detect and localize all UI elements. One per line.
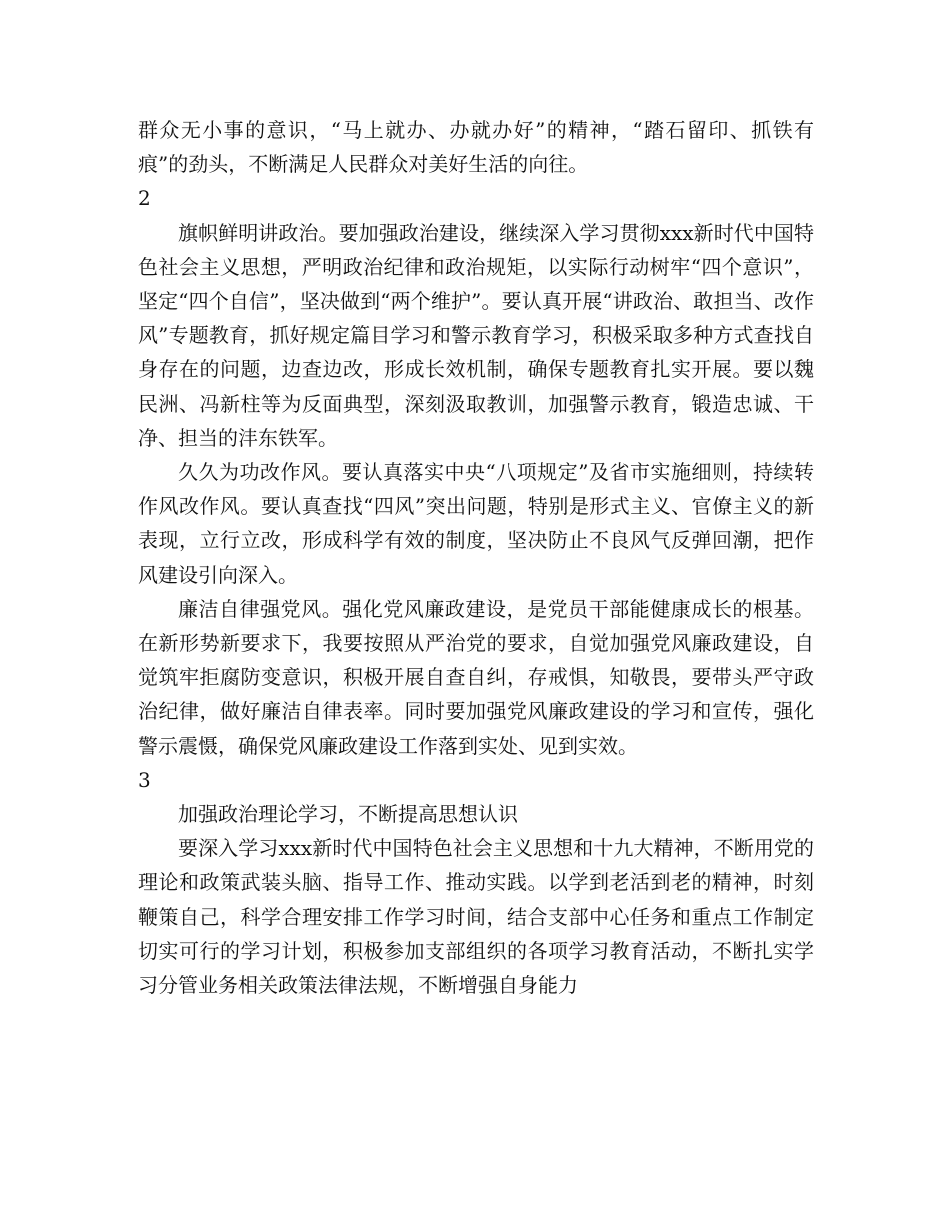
section-number-2: 2 [138, 186, 151, 211]
document-page [138, 113, 814, 1002]
paragraph-continuation: 群众无小事的意识，“马上就办、办就办好”的精神，“踏石留印、抓铁有痕”的劲头，不断满足人民群众对美好生活的向往。 [138, 118, 814, 177]
section-number-3: 3 [138, 767, 151, 792]
section-heading: 加强政治理论学习，不断提高思想认识 [178, 802, 518, 827]
paragraph-politics: 旗帜鲜明讲政治。要加强政治建设，继续深入学习贯彻xxx新时代中国特色社会主义思想，严明政治纪律和政治规矩，以实际行动树牢“四个意识”，坚定“四个自信”，坚决做到“两个维护”。要认真开展“讲政治、敢担当、改作风”专题教育，抓好规定篇目学习和警示教育学习，积极采取多种方式查找自身存在的问题，边查边改，形成长效机制，确保专题教育扎实开展。要以魏民洲、冯新柱等为反面典型，深刻汲取教训，加强警示教育，锻造忠诚、干净、担当的沣东铁军。 [138, 220, 814, 450]
paragraph-theory-study: 要深入学习xxx新时代中国特色社会主义思想和十九大精神，不断用党的理论和政策武装头脑、指导工作、推动实践。以学到老活到老的精神，时刻鞭策自己，科学合理安排工作学习时间，结合支部中心任务和重点工作制定切实可行的学习计划，积极参加支部组织的各项学习教育活动，不断扎实学习分管业务相关政策法律法规，不断增强自身能力 [138, 836, 814, 998]
paragraph-integrity: 廉洁自律强党风。强化党风廉政建设，是党员干部能健康成长的根基。在新形势新要求下，我要按照从严治党的要求，自觉加强党风廉政建设，自觉筑牢拒腐防变意识，积极开展自查自纠，存戒惧，知敬畏，要带头严守政治纪律，做好廉洁自律表率。同时要加强党风廉政建设的学习和宣传，强化警示震慑，确保党风廉政建设工作落到实处、见到实效。 [138, 596, 814, 758]
paragraph-work-style: 久久为功改作风。要认真落实中央“八项规定”及省市实施细则，持续转作风改作风。要认真查找“四风”突出问题，特别是形式主义、官僚主义的新表现，立行立改，形成科学有效的制度，坚决防止不良风气反弹回潮，把作风建设引向深入。 [138, 460, 814, 587]
